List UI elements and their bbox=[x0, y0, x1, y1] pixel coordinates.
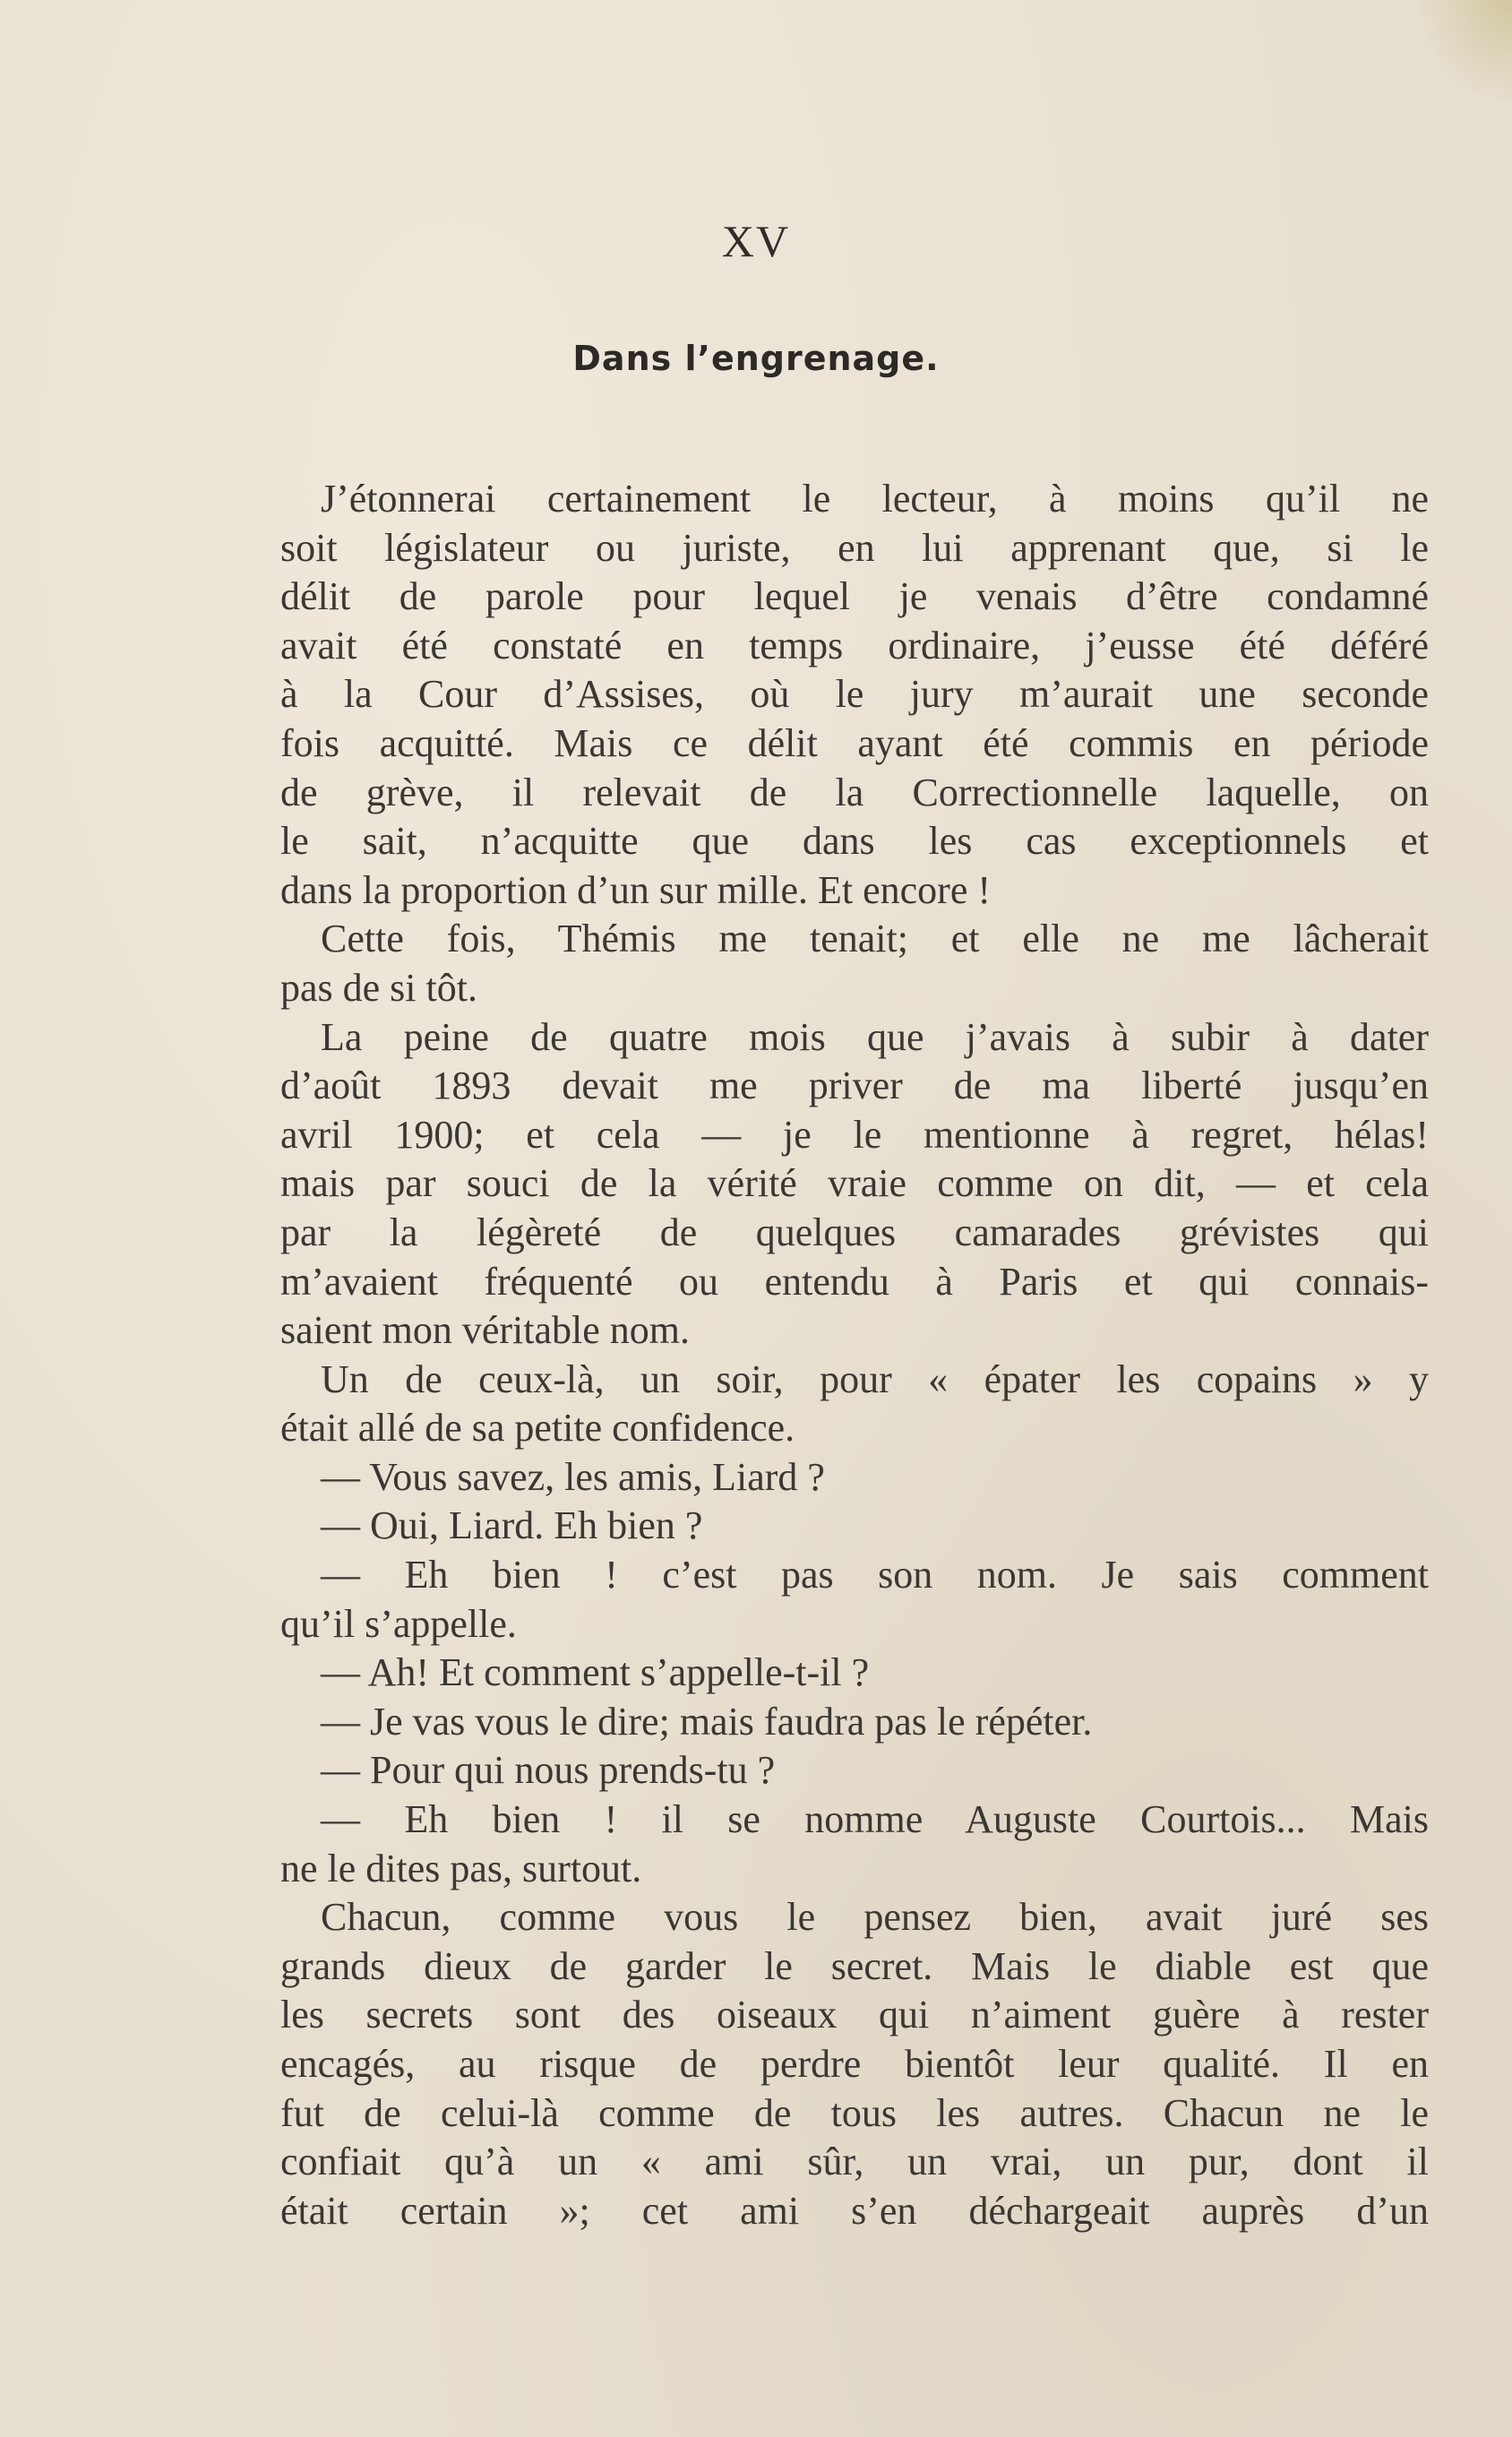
text-line: — Ah! Et comment s’appelle-t-il ? bbox=[321, 1650, 870, 1695]
text-line: avait été constaté en temps ordinaire, j’eusse été déféré bbox=[280, 623, 1429, 667]
text-line: confiait qu’à un « ami sûr, un vrai, un pur, dont il bbox=[280, 2140, 1429, 2184]
body-text bbox=[280, 475, 1429, 2235]
text-line: — Eh bien ! il se nomme Auguste Courtois... Mais bbox=[321, 1797, 1429, 1842]
text-line: mais par souci de la vérité vraie comme on dit, — et cela bbox=[280, 1161, 1429, 1206]
text-line: qu’il s’appelle. bbox=[280, 1601, 517, 1646]
text-line: était allé de sa petite confidence. bbox=[280, 1406, 795, 1451]
text-line: avril 1900; et cela — je le mentionne à regret, hélas! bbox=[280, 1112, 1429, 1157]
text-line: par la légèreté de quelques camarades grévistes qui bbox=[280, 1210, 1429, 1254]
text-line: — Eh bien ! c’est pas son nom. Je sais comment bbox=[321, 1553, 1429, 1597]
chapter-title: Dans l’engrenage. bbox=[572, 339, 940, 378]
text-line: dans la proportion d’un sur mille. Et encore ! bbox=[280, 867, 992, 912]
text-line: pas de si tôt. bbox=[280, 965, 477, 1010]
text-line: de grève, il relevait de la Correctionnelle laquelle, on bbox=[280, 770, 1429, 814]
chapter-number: XV bbox=[721, 216, 791, 266]
text-line: le sait, n’acquitte que dans les cas exceptionnels et bbox=[280, 819, 1429, 864]
text-line: soit législateur ou juriste, en lui apprenant que, si le bbox=[280, 525, 1429, 570]
text-line: saient mon véritable nom. bbox=[280, 1308, 690, 1353]
text-line: Cette fois, Thémis me tenait; et elle ne me lâcherait bbox=[321, 917, 1429, 961]
text-line: — Je vas vous le dire; mais faudra pas le répéter. bbox=[321, 1699, 1093, 1744]
text-line: La peine de quatre mois que j’avais à subir à dater bbox=[321, 1014, 1429, 1059]
text-line: fut de celui-là comme de tous les autres. Chacun ne le bbox=[280, 2090, 1429, 2135]
page-stain bbox=[1413, 0, 1512, 108]
text-line: d’août 1893 devait me priver de ma liberté jusqu’en bbox=[280, 1063, 1429, 1108]
text-line: était certain »; cet ami s’en déchargeait auprès d’un bbox=[280, 2188, 1429, 2233]
text-line: — Oui, Liard. Eh bien ? bbox=[321, 1503, 703, 1548]
text-line: délit de parole pour lequel je venais d’être condamné bbox=[280, 574, 1429, 619]
text-line: fois acquitté. Mais ce délit ayant été commis en période bbox=[280, 720, 1429, 765]
text-line: — Vous savez, les amis, Liard ? bbox=[321, 1454, 825, 1499]
text-line: ne le dites pas, surtout. bbox=[280, 1846, 642, 1890]
text-line: J’étonnerai certainement le lecteur, à moins qu’il ne bbox=[321, 477, 1429, 521]
text-line: Chacun, comme vous le pensez bien, avait juré ses bbox=[321, 1895, 1429, 1940]
text-line: les secrets sont des oiseaux qui n’aiment guère à rester bbox=[280, 1993, 1429, 2037]
text-line: — Pour qui nous prends-tu ? bbox=[321, 1748, 776, 1793]
text-line: grands dieux de garder le secret. Mais le diable est que bbox=[280, 1943, 1429, 1988]
text-line: encagés, au risque de perdre bientôt leur qualité. Il en bbox=[280, 2042, 1429, 2086]
text-line: m’avaient fréquenté ou entendu à Paris et qui connais- bbox=[280, 1259, 1429, 1304]
text-line: à la Cour d’Assises, où le jury m’aurait une seconde bbox=[280, 672, 1429, 717]
text-line: Un de ceux-là, un soir, pour « épater les copains » y bbox=[321, 1356, 1429, 1401]
